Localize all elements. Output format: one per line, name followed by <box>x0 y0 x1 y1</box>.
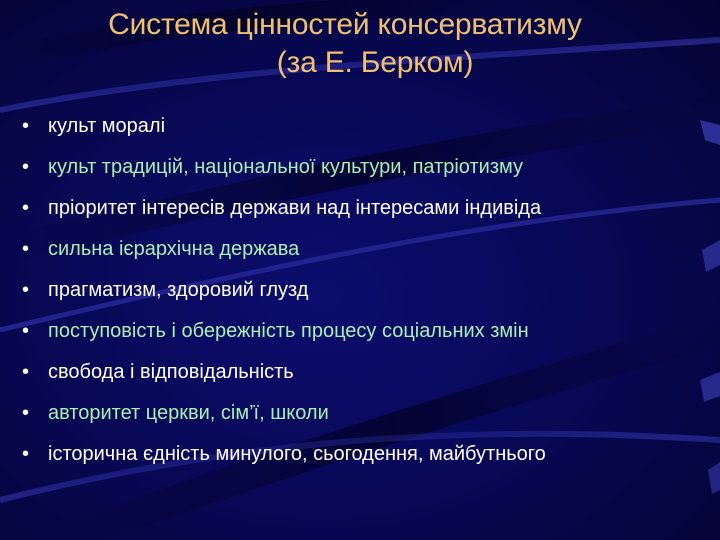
list-item-text: пріоритет інтересів держави над інтересами індивіда <box>48 197 542 219</box>
list-item <box>22 352 702 393</box>
title-line-1: Система цінностей консерватизму <box>108 8 582 41</box>
list-item <box>22 188 702 229</box>
list-item <box>22 270 702 311</box>
list-item-text: свобода і відповідальність <box>48 361 294 383</box>
title-line-2: (за Е. Берком) <box>276 46 474 79</box>
list-item <box>22 311 702 352</box>
list-item <box>22 147 702 188</box>
bullet-icon: • <box>22 443 30 465</box>
list-item-text: поступовість і обережність процесу соціальних змін <box>48 320 529 342</box>
bullet-list <box>22 106 702 475</box>
list-item-text: історична єдність минулого, сьогодення, майбутнього <box>48 443 546 465</box>
bullet-icon: • <box>22 361 30 383</box>
list-item-text: прагматизм, здоровий глузд <box>48 279 309 301</box>
bullet-icon: • <box>22 320 30 342</box>
list-item <box>22 393 702 434</box>
list-item-text: сильна ієрархічна держава <box>48 238 300 260</box>
bullet-icon: • <box>22 115 30 137</box>
bullet-icon: • <box>22 197 30 219</box>
bullet-icon: • <box>22 402 30 424</box>
bullet-icon: • <box>22 238 30 260</box>
list-item-text: культ моралі <box>48 115 166 137</box>
bullet-icon: • <box>22 156 30 178</box>
list-item <box>22 434 702 475</box>
list-item-text: культ традицій, національної культури, патріотизму <box>48 156 523 178</box>
list-item-text: авторитет церкви, сім’ї, школи <box>48 402 329 424</box>
bullet-icon: • <box>22 279 30 301</box>
slide-title <box>0 6 690 82</box>
list-item <box>22 106 702 147</box>
list-item <box>22 229 702 270</box>
